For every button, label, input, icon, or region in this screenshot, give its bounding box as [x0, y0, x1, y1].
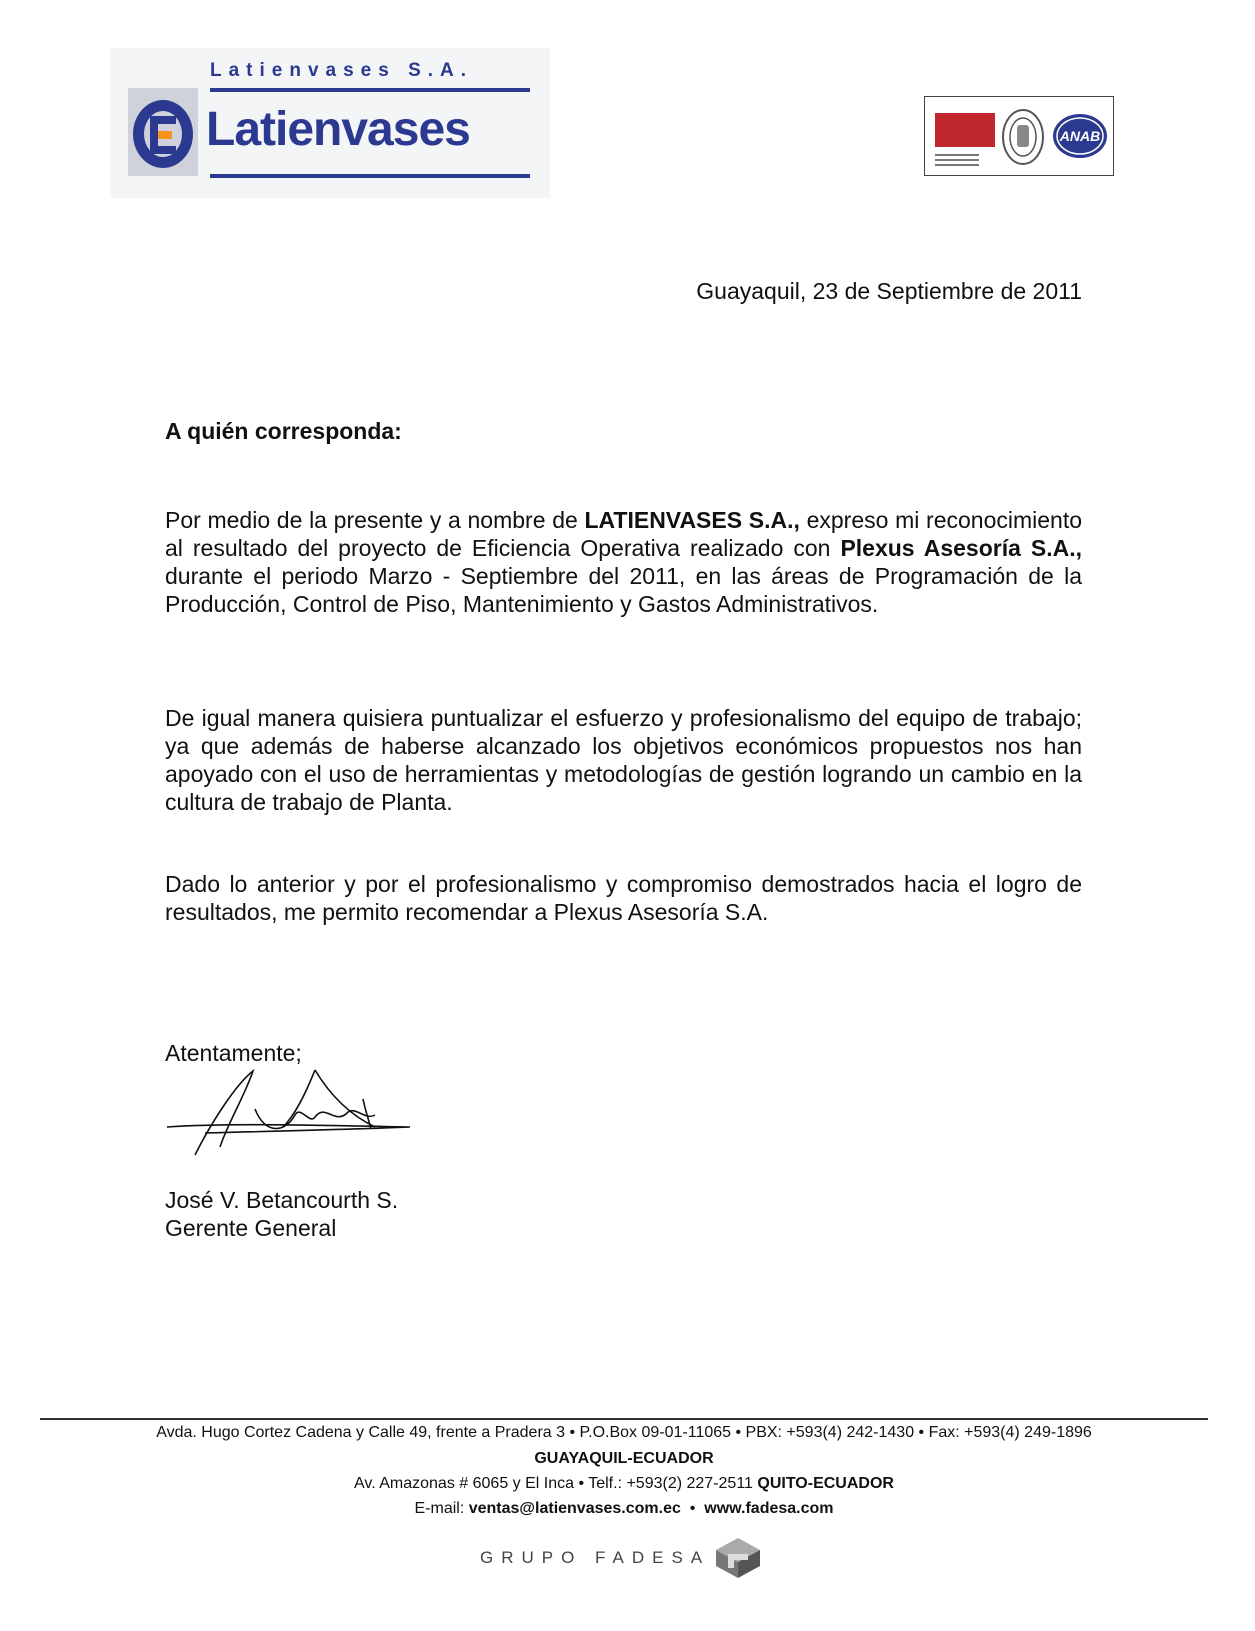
- footer-city-quito: QUITO-ECUADOR: [757, 1475, 894, 1492]
- letter-closing: Atentamente;: [165, 1040, 302, 1066]
- bureau-veritas-seal-icon: [1001, 107, 1045, 172]
- iso-certificate-icon: [935, 113, 995, 147]
- signer-name: José V. Betancourth S.: [165, 1187, 399, 1213]
- footer-address: Avda. Hugo Cortez Cadena y Calle 49, frente a Pradera 3 • P.O.Box 09-01-11065 • PBX: +593(4) 242-1430 • Fax: +593(4) 249-1896: [156, 1424, 1092, 1441]
- footer-email-link[interactable]: ventas@latienvases.com.ec: [468, 1500, 681, 1517]
- p1-text-c: durante el periodo Marzo - Septiembre del 2011, en las áreas de Programación de la Producción, Control de Piso, Mantenimiento y Gastos Administrativos.: [165, 563, 1082, 617]
- signer-block: [165, 1186, 398, 1242]
- p1-company: LATIENVASES S.A.,: [584, 507, 800, 533]
- logo-name: Latienvases: [206, 103, 470, 156]
- logo-mark-icon: [128, 88, 198, 176]
- paragraph-2: De igual manera quisiera puntualizar el esfuerzo y profesionalismo del equipo de trabajo; ya que además de haberse alcanzado los objetivos económicos propuestos nos han apoyado con el uso de herramientas y metodologías de gestión logrando un cambio en la cultura de trabajo de Planta.: [165, 705, 1082, 815]
- footer-separator: •: [680, 1500, 705, 1517]
- p1-text-b: expreso mi reconocimiento al resultado del proyecto de Eficiencia Operativa realizado con: [165, 507, 1083, 561]
- p1-text-a: Por medio de la presente y a nombre de: [165, 507, 585, 533]
- p1-consultant: Plexus Asesoría S.A.,: [840, 535, 1082, 561]
- logo-bar-top: [210, 88, 530, 92]
- footer-quito-address: Av. Amazonas # 6065 y El Inca • Telf.: +593(2) 227-2511: [354, 1475, 758, 1492]
- signer-title: Gerente General: [165, 1215, 337, 1241]
- paragraph-3: Dado lo anterior y por el profesionalismo y compromiso demostrados hacia el logro de resultados, me permito recomendar a Plexus Asesoría S.A.: [165, 871, 1082, 925]
- footer-email-label: E-mail:: [414, 1500, 469, 1517]
- footer-quito-line: [40, 1475, 1208, 1493]
- cert-fine-print-icon: [935, 151, 995, 167]
- handwritten-signature: [165, 1065, 425, 1170]
- paragraph-1: [165, 506, 1082, 618]
- footer-divider: [40, 1418, 1208, 1420]
- letter-salutation: A quién corresponda:: [165, 418, 402, 444]
- logo-top-text: Latienvases S.A.: [210, 60, 474, 81]
- logo-bar-bottom: [210, 174, 530, 178]
- company-logo: [110, 48, 550, 198]
- footer-website-link[interactable]: www.fadesa.com: [704, 1500, 834, 1517]
- grupo-fadesa-label: GRUPO FADESA: [480, 1548, 711, 1567]
- anab-label: ANAB: [1059, 128, 1101, 144]
- footer-contact-line: [40, 1500, 1208, 1518]
- anab-logo-icon: [1051, 111, 1109, 166]
- grupo-fadesa-logo-icon: [712, 1534, 764, 1587]
- letter-date: Guayaquil, 23 de Septiembre de 2011: [696, 278, 1082, 304]
- footer-city-guayaquil: GUAYAQUIL-ECUADOR: [534, 1450, 714, 1467]
- certification-badge: [924, 96, 1114, 176]
